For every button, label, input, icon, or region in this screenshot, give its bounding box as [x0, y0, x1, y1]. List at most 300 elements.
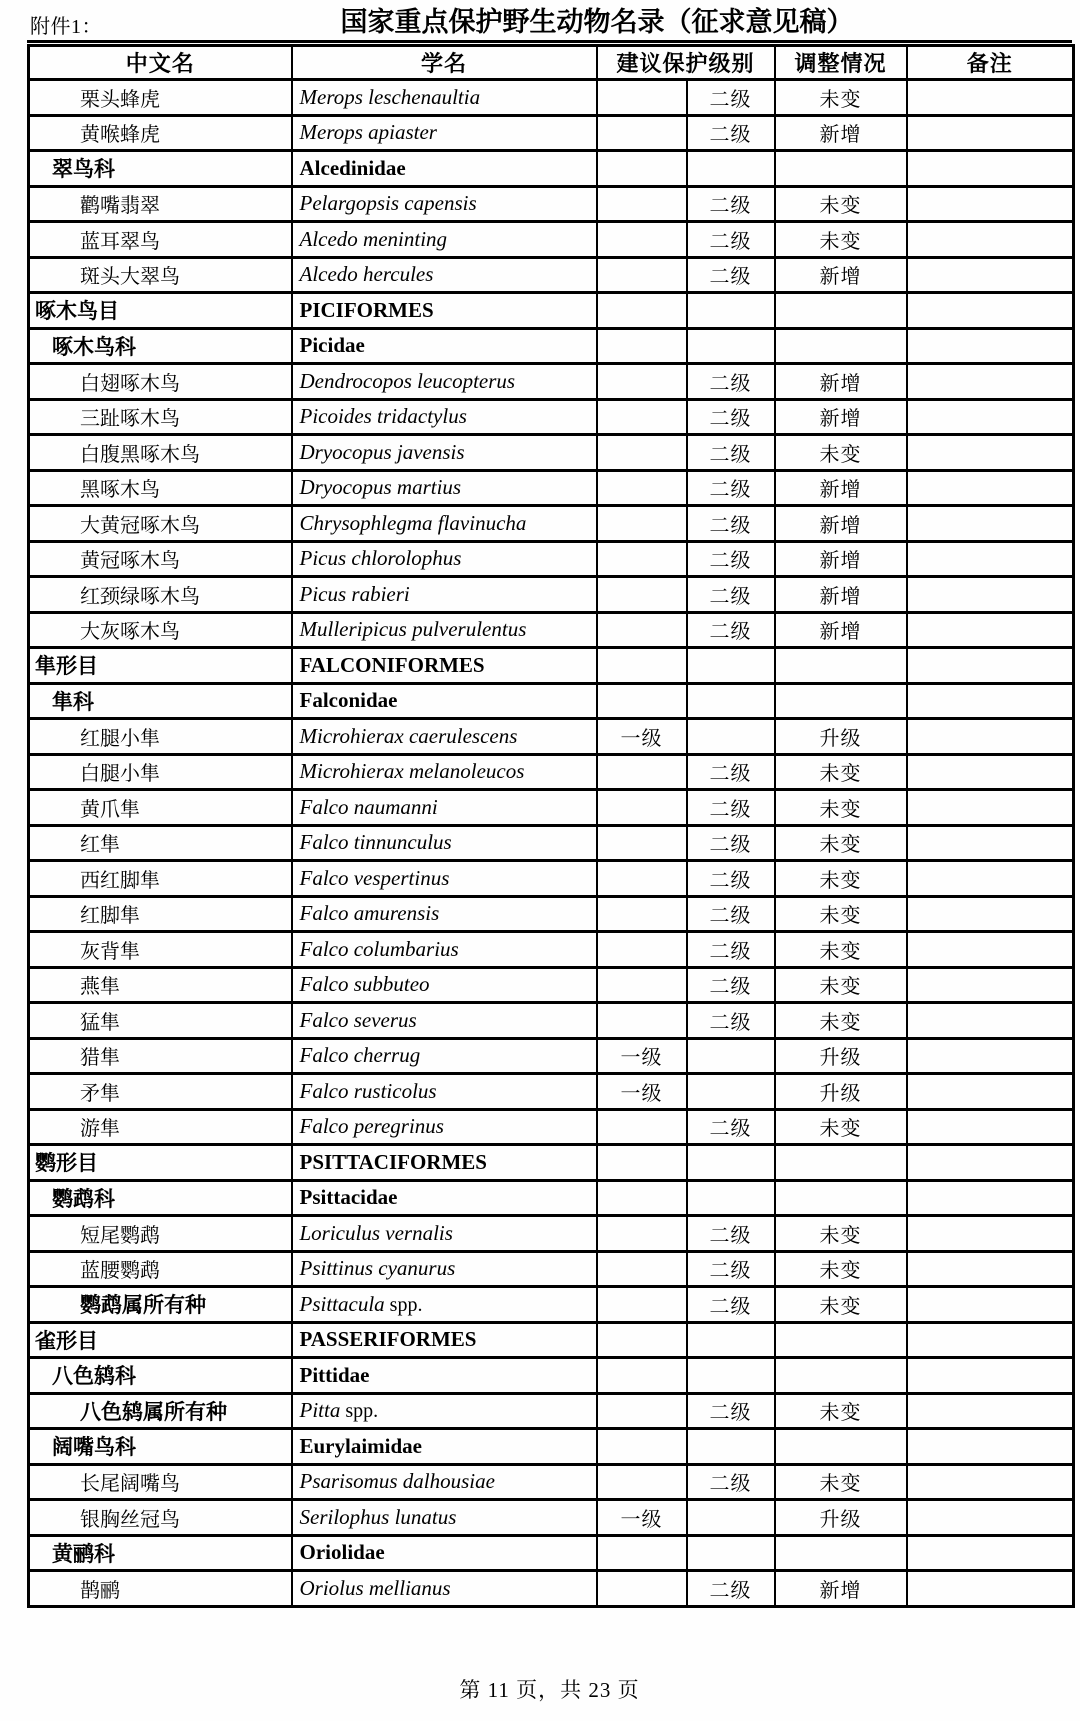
level-2-cell [687, 1500, 775, 1536]
level-2-cell: 二级 [687, 257, 775, 293]
remark-cell [907, 1287, 1074, 1323]
level-1-cell: 一级 [597, 719, 687, 755]
level-1-cell: 一级 [597, 1038, 687, 1074]
table-row-species [29, 896, 1074, 932]
level-2-cell: 二级 [687, 222, 775, 258]
level-1-cell [597, 1429, 687, 1465]
level-1-cell [597, 790, 687, 826]
adjustment-cell: 未变 [775, 1251, 907, 1287]
adjustment-cell: 升级 [775, 1500, 907, 1536]
remark-cell [907, 967, 1074, 1003]
scientific-name: Microhierax caerulescens [299, 723, 518, 748]
scientific-name: Dryocopus martius [299, 475, 462, 500]
table-row-family [29, 1180, 1074, 1216]
table-row-species [29, 967, 1074, 1003]
table-row-family [29, 683, 1074, 719]
table-row-order [29, 648, 1074, 684]
scientific-name-cell [292, 577, 597, 613]
adjustment-cell: 未变 [775, 1109, 907, 1145]
chinese-name-cell: 红腿小隼 [29, 719, 292, 755]
remark-cell [907, 293, 1074, 329]
table-row-species [29, 470, 1074, 506]
scientific-name-cell [292, 399, 597, 435]
table-row-species [29, 1074, 1074, 1110]
scientific-name: FALCONIFORMES [299, 652, 485, 677]
table-row-species [29, 1216, 1074, 1252]
table-row-family [29, 151, 1074, 187]
chinese-name-cell: 黄喉蜂虎 [29, 115, 292, 151]
table-row-species [29, 115, 1074, 151]
level-2-cell: 二级 [687, 861, 775, 897]
adjustment-cell [775, 1145, 907, 1181]
level-1-cell [597, 186, 687, 222]
level-2-cell [687, 1358, 775, 1394]
scientific-name: Serilophus lunatus [299, 1504, 457, 1529]
remark-cell [907, 932, 1074, 968]
scientific-name-cell [292, 1145, 597, 1181]
adjustment-cell: 未变 [775, 1393, 907, 1429]
scientific-name: Psittacidae [299, 1185, 398, 1210]
level-1-cell [597, 1109, 687, 1145]
remark-cell [907, 790, 1074, 826]
remark-cell [907, 825, 1074, 861]
remark-cell [907, 754, 1074, 790]
level-2-cell: 二级 [687, 967, 775, 1003]
scientific-name-cell [292, 1180, 597, 1216]
level-1-cell [597, 293, 687, 329]
chinese-name-cell: 隼科 [29, 683, 292, 719]
table-row-species [29, 1571, 1074, 1607]
scientific-name: PASSERIFORMES [299, 1327, 477, 1352]
scientific-name-cell [292, 719, 597, 755]
adjustment-cell: 未变 [775, 825, 907, 861]
scientific-name-cell [292, 186, 597, 222]
scientific-name-cell [292, 1464, 597, 1500]
level-1-cell [597, 115, 687, 151]
remark-cell [907, 328, 1074, 364]
scientific-name-cell [292, 1038, 597, 1074]
table-row-species [29, 399, 1074, 435]
level-2-cell [687, 1074, 775, 1110]
chinese-name-cell: 燕隼 [29, 967, 292, 1003]
level-2-cell [687, 1322, 775, 1358]
remark-cell [907, 1216, 1074, 1252]
spp-suffix: spp. [340, 1400, 379, 1423]
level-1-cell [597, 1003, 687, 1039]
chinese-name-cell: 黄鹂科 [29, 1535, 292, 1571]
chinese-name-cell: 矛隼 [29, 1074, 292, 1110]
table-header-row [29, 46, 1074, 80]
level-1-cell [597, 222, 687, 258]
table-row-species [29, 1464, 1074, 1500]
scientific-name-cell [292, 1251, 597, 1287]
remark-cell [907, 1109, 1074, 1145]
protected-species-table [27, 44, 1075, 1608]
scientific-name: Falco rusticolus [299, 1078, 437, 1103]
level-2-cell: 二级 [687, 932, 775, 968]
level-1-cell [597, 1180, 687, 1216]
remark-cell [907, 896, 1074, 932]
col-header-remarks: 备注 [907, 46, 1074, 80]
table-row-species [29, 80, 1074, 116]
attachment-label: 附件1： [30, 16, 102, 38]
remark-cell [907, 115, 1074, 151]
scientific-name: Oriolidae [299, 1540, 385, 1565]
table-row-species [29, 790, 1074, 826]
adjustment-cell [775, 1180, 907, 1216]
level-1-cell: 一级 [597, 1074, 687, 1110]
level-2-cell [687, 328, 775, 364]
scientific-name: Psittacula [299, 1291, 385, 1316]
scientific-name: Falco naumanni [299, 794, 438, 819]
page-number: 第 11 页，共 23 页 [459, 1678, 640, 1702]
scientific-name-cell [292, 648, 597, 684]
level-1-cell [597, 257, 687, 293]
chinese-name-cell: 白腹黑啄木鸟 [29, 435, 292, 471]
level-1-cell [597, 399, 687, 435]
table-row-family [29, 1535, 1074, 1571]
level-2-cell: 二级 [687, 1109, 775, 1145]
scientific-name: Alcedo hercules [299, 262, 434, 287]
chinese-name-cell: 阔嘴鸟科 [29, 1429, 292, 1465]
table-row-species [29, 612, 1074, 648]
remark-cell [907, 1038, 1074, 1074]
scientific-name: Loriculus vernalis [299, 1220, 453, 1245]
scientific-name-cell [292, 1429, 597, 1465]
table-row-family [29, 328, 1074, 364]
level-2-cell: 二级 [687, 541, 775, 577]
remark-cell [907, 1464, 1074, 1500]
level-1-cell [597, 541, 687, 577]
chinese-name-cell: 红颈绿啄木鸟 [29, 577, 292, 613]
level-1-cell [597, 435, 687, 471]
scientific-name-cell [292, 1535, 597, 1571]
remark-cell [907, 1003, 1074, 1039]
adjustment-cell [775, 1322, 907, 1358]
chinese-name-cell: 翠鸟科 [29, 151, 292, 187]
col-header-adjustment-status: 调整情况 [775, 46, 907, 80]
scientific-name-cell [292, 115, 597, 151]
adjustment-cell: 未变 [775, 186, 907, 222]
scientific-name-cell [292, 932, 597, 968]
scientific-name: Falco cherrug [299, 1043, 421, 1068]
scientific-name: Picus chlorolophus [299, 546, 462, 571]
remark-cell [907, 506, 1074, 542]
scientific-name: Picidae [299, 333, 365, 358]
adjustment-cell: 未变 [775, 896, 907, 932]
level-1-cell [597, 1393, 687, 1429]
scientific-name-cell [292, 1571, 597, 1607]
scientific-name: Falco severus [299, 1007, 417, 1032]
table-row-species [29, 825, 1074, 861]
adjustment-cell [775, 151, 907, 187]
scientific-name-cell [292, 293, 597, 329]
scientific-name: Microhierax melanoleucos [299, 759, 525, 784]
remark-cell [907, 648, 1074, 684]
level-1-cell [597, 612, 687, 648]
scientific-name-cell [292, 1393, 597, 1429]
scientific-name: Merops leschenaultia [299, 84, 481, 109]
level-2-cell [687, 648, 775, 684]
remark-cell [907, 151, 1074, 187]
level-2-cell: 二级 [687, 1464, 775, 1500]
level-2-cell: 二级 [687, 506, 775, 542]
remark-cell [907, 1180, 1074, 1216]
level-2-cell: 二级 [687, 1571, 775, 1607]
chinese-name-cell: 白翅啄木鸟 [29, 364, 292, 400]
chinese-name-cell: 八色鸫属所有种 [29, 1393, 292, 1429]
adjustment-cell [775, 328, 907, 364]
level-2-cell [687, 719, 775, 755]
table-row-species [29, 1003, 1074, 1039]
table-row-species [29, 754, 1074, 790]
table-row-species [29, 364, 1074, 400]
level-1-cell [597, 967, 687, 1003]
scientific-name-cell [292, 754, 597, 790]
level-1-cell [597, 1464, 687, 1500]
adjustment-cell [775, 293, 907, 329]
chinese-name-cell: 啄木鸟目 [29, 293, 292, 329]
level-1-cell [597, 825, 687, 861]
remark-cell [907, 1322, 1074, 1358]
scientific-name: Dendrocopos leucopterus [299, 368, 516, 393]
remark-cell [907, 1571, 1074, 1607]
scientific-name-cell [292, 1003, 597, 1039]
adjustment-cell: 未变 [775, 1216, 907, 1252]
level-2-cell: 二级 [687, 1393, 775, 1429]
table-body [29, 80, 1074, 1607]
chinese-name-cell: 灰背隼 [29, 932, 292, 968]
level-2-cell [687, 1429, 775, 1465]
chinese-name-cell: 黑啄木鸟 [29, 470, 292, 506]
adjustment-cell: 新增 [775, 364, 907, 400]
adjustment-cell: 未变 [775, 1287, 907, 1323]
table-row-species [29, 1251, 1074, 1287]
table-row-order [29, 293, 1074, 329]
scientific-name-cell [292, 790, 597, 826]
adjustment-cell: 新增 [775, 577, 907, 613]
scientific-name: Falconidae [299, 688, 398, 713]
chinese-name-cell: 栗头蜂虎 [29, 80, 292, 116]
remark-cell [907, 435, 1074, 471]
scientific-name: Falco amurensis [299, 901, 440, 926]
adjustment-cell: 未变 [775, 222, 907, 258]
level-2-cell [687, 1038, 775, 1074]
level-1-cell [597, 1322, 687, 1358]
scientific-name-cell [292, 967, 597, 1003]
level-1-cell [597, 506, 687, 542]
level-2-cell [687, 1535, 775, 1571]
chinese-name-cell: 雀形目 [29, 1322, 292, 1358]
chinese-name-cell: 鹳嘴翡翠 [29, 186, 292, 222]
chinese-name-cell: 红脚隼 [29, 896, 292, 932]
table-row-family [29, 1429, 1074, 1465]
chinese-name-cell: 斑头大翠鸟 [29, 257, 292, 293]
scientific-name-cell [292, 435, 597, 471]
chinese-name-cell: 蓝腰鹦鹉 [29, 1251, 292, 1287]
scientific-name-cell [292, 1322, 597, 1358]
remark-cell [907, 1500, 1074, 1536]
level-2-cell: 二级 [687, 1251, 775, 1287]
chinese-name-cell: 猛隼 [29, 1003, 292, 1039]
level-1-cell [597, 896, 687, 932]
table-row-species [29, 186, 1074, 222]
level-2-cell: 二级 [687, 80, 775, 116]
level-1-cell [597, 861, 687, 897]
adjustment-cell [775, 1358, 907, 1394]
level-1-cell [597, 1251, 687, 1287]
scientific-name-cell [292, 1500, 597, 1536]
level-2-cell: 二级 [687, 825, 775, 861]
table-row-species [29, 1500, 1074, 1536]
table-row-species [29, 222, 1074, 258]
chinese-name-cell: 黄爪隼 [29, 790, 292, 826]
table-row-species [29, 435, 1074, 471]
remark-cell [907, 80, 1074, 116]
adjustment-cell: 新增 [775, 470, 907, 506]
table-row-species [29, 257, 1074, 293]
scientific-name: Pittidae [299, 1362, 370, 1387]
scientific-name-cell [292, 222, 597, 258]
level-2-cell: 二级 [687, 1003, 775, 1039]
chinese-name-cell: 鹦鹉属所有种 [29, 1287, 292, 1323]
table-row-order [29, 1322, 1074, 1358]
table-row-species [29, 577, 1074, 613]
scientific-name-cell [292, 328, 597, 364]
level-1-cell [597, 932, 687, 968]
adjustment-cell: 新增 [775, 541, 907, 577]
table-row-genus [29, 1393, 1074, 1429]
level-1-cell [597, 151, 687, 187]
adjustment-cell [775, 1429, 907, 1465]
adjustment-cell: 新增 [775, 612, 907, 648]
chinese-name-cell: 游隼 [29, 1109, 292, 1145]
scientific-name-cell [292, 683, 597, 719]
scientific-name-cell [292, 1074, 597, 1110]
scientific-name: Falco columbarius [299, 936, 459, 961]
table-row-species [29, 506, 1074, 542]
remark-cell [907, 683, 1074, 719]
level-2-cell: 二级 [687, 1287, 775, 1323]
level-1-cell [597, 470, 687, 506]
scientific-name-cell [292, 506, 597, 542]
level-1-cell [597, 683, 687, 719]
chinese-name-cell: 隼形目 [29, 648, 292, 684]
level-2-cell: 二级 [687, 577, 775, 613]
level-1-cell [597, 648, 687, 684]
scientific-name-cell [292, 1358, 597, 1394]
level-2-cell [687, 1180, 775, 1216]
level-1-cell [597, 364, 687, 400]
adjustment-cell [775, 1535, 907, 1571]
scientific-name-cell [292, 151, 597, 187]
adjustment-cell [775, 648, 907, 684]
scientific-name: Falco tinnunculus [299, 830, 452, 855]
level-2-cell: 二级 [687, 399, 775, 435]
scientific-name: PSITTACIFORMES [299, 1149, 487, 1174]
scientific-name-cell [292, 1109, 597, 1145]
chinese-name-cell: 啄木鸟科 [29, 328, 292, 364]
chinese-name-cell: 三趾啄木鸟 [29, 399, 292, 435]
chinese-name-cell: 短尾鹦鹉 [29, 1216, 292, 1252]
scientific-name: Falco peregrinus [299, 1114, 444, 1139]
scientific-name-cell [292, 364, 597, 400]
chinese-name-cell: 大灰啄木鸟 [29, 612, 292, 648]
scientific-name-cell [292, 861, 597, 897]
scientific-name: Falco vespertinus [299, 865, 450, 890]
level-2-cell: 二级 [687, 896, 775, 932]
chinese-name-cell: 黄冠啄木鸟 [29, 541, 292, 577]
level-1-cell [597, 1287, 687, 1323]
table-row-family [29, 1358, 1074, 1394]
adjustment-cell [775, 683, 907, 719]
scientific-name: Psittinus cyanurus [299, 1256, 456, 1281]
level-1-cell [597, 577, 687, 613]
level-2-cell: 二级 [687, 364, 775, 400]
level-1-cell [597, 1571, 687, 1607]
level-2-cell: 二级 [687, 1216, 775, 1252]
level-2-cell: 二级 [687, 435, 775, 471]
level-1-cell [597, 1535, 687, 1571]
scientific-name: Oriolus mellianus [299, 1575, 451, 1600]
remark-cell [907, 577, 1074, 613]
chinese-name-cell: 红隼 [29, 825, 292, 861]
scientific-name: Dryocopus javensis [299, 439, 465, 464]
level-1-cell [597, 1145, 687, 1181]
spp-suffix: spp. [384, 1293, 423, 1316]
remark-cell [907, 719, 1074, 755]
table-row-species [29, 541, 1074, 577]
adjustment-cell: 新增 [775, 399, 907, 435]
level-2-cell: 二级 [687, 115, 775, 151]
table-row-species [29, 861, 1074, 897]
remark-cell [907, 1535, 1074, 1571]
table-row-genus [29, 1287, 1074, 1323]
level-1-cell [597, 328, 687, 364]
remark-cell [907, 1145, 1074, 1181]
level-2-cell: 二级 [687, 470, 775, 506]
remark-cell [907, 612, 1074, 648]
adjustment-cell: 未变 [775, 1464, 907, 1500]
table-row-order [29, 1145, 1074, 1181]
document-header [27, 2, 1072, 43]
remark-cell [907, 470, 1074, 506]
chinese-name-cell: 蓝耳翠鸟 [29, 222, 292, 258]
scientific-name-cell [292, 1287, 597, 1323]
level-2-cell: 二级 [687, 186, 775, 222]
level-2-cell [687, 1145, 775, 1181]
level-2-cell: 二级 [687, 790, 775, 826]
adjustment-cell: 升级 [775, 1074, 907, 1110]
level-1-cell [597, 1358, 687, 1394]
remark-cell [907, 861, 1074, 897]
level-1-cell: 一级 [597, 1500, 687, 1536]
chinese-name-cell: 西红脚隼 [29, 861, 292, 897]
scientific-name: Psarisomus dalhousiae [299, 1469, 495, 1494]
scientific-name-cell [292, 612, 597, 648]
scientific-name-cell [292, 825, 597, 861]
table-row-species [29, 719, 1074, 755]
remark-cell [907, 1251, 1074, 1287]
scientific-name: Merops apiaster [299, 120, 437, 145]
adjustment-cell: 未变 [775, 1003, 907, 1039]
chinese-name-cell: 鹦鹉科 [29, 1180, 292, 1216]
adjustment-cell: 未变 [775, 790, 907, 826]
scientific-name: PICIFORMES [299, 297, 434, 322]
remark-cell [907, 222, 1074, 258]
chinese-name-cell: 鹦形目 [29, 1145, 292, 1181]
adjustment-cell: 未变 [775, 861, 907, 897]
